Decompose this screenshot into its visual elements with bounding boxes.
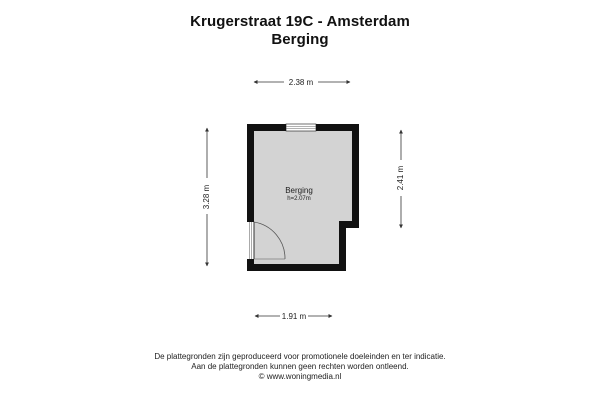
dimension-bottom-label: 1.91 m bbox=[281, 312, 307, 321]
room-name: Berging bbox=[285, 186, 313, 195]
dimension-left bbox=[202, 128, 211, 266]
room-height: h=2.07m bbox=[287, 196, 311, 202]
disclaimer-line-1: De plattegronden zijn geproduceerd voor promotionele doeleinden en ter indicatie. bbox=[154, 352, 446, 361]
dimension-right bbox=[396, 130, 405, 228]
dimension-right-label: 2.41 m bbox=[396, 165, 405, 191]
dimension-bottom bbox=[255, 312, 332, 321]
copyright: © www.woningmedia.nl bbox=[258, 372, 342, 381]
window bbox=[286, 124, 316, 131]
disclaimer-line-2: Aan de plattegronden kunnen geen rechten worden ontleend. bbox=[191, 362, 409, 371]
page-title: Krugerstraat 19C - Amsterdam bbox=[190, 13, 410, 30]
floor-name: Berging bbox=[271, 31, 329, 48]
dimension-top bbox=[254, 78, 350, 87]
dimension-left-label: 3.28 m bbox=[202, 184, 211, 210]
dimension-top-label: 2.38 m bbox=[288, 78, 314, 87]
